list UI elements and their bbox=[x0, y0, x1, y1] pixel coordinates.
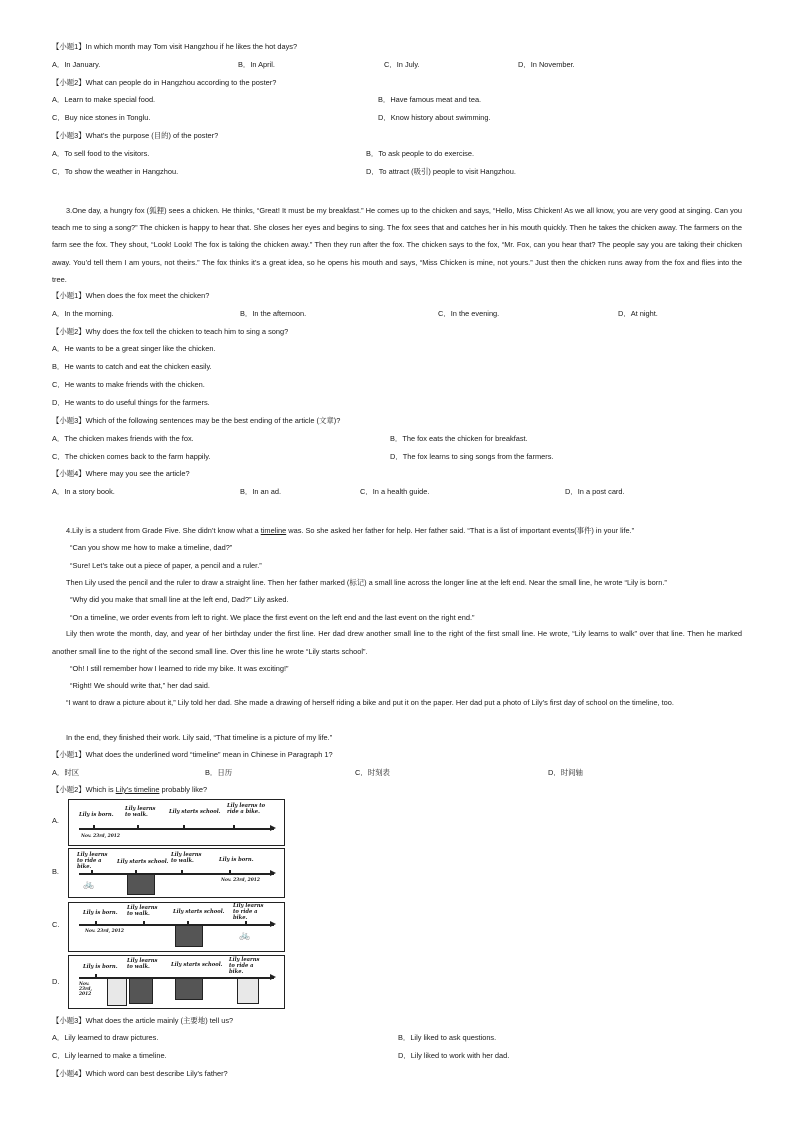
option-a[interactable]: A．He wants to be a great singer like the chicken. bbox=[52, 344, 216, 353]
option-d[interactable]: D．In November. bbox=[518, 60, 575, 69]
text: was. So she asked her father for help. Her father said. “That is a list of important events(事件) in your life.” bbox=[286, 526, 635, 535]
birth-date: Nov. 23rd, 2012 bbox=[81, 834, 120, 839]
timeline-axis bbox=[79, 828, 274, 830]
timeline-tick bbox=[183, 825, 185, 829]
timeline-tick bbox=[233, 825, 235, 829]
passage-4-para-8: “Oh! I still remember how I learned to ride my bike. It was exciting!” bbox=[70, 664, 289, 673]
school-photo-icon bbox=[127, 874, 155, 895]
option-a[interactable]: A．Learn to make special food. bbox=[52, 95, 156, 104]
timeline-tick bbox=[93, 825, 95, 829]
bike-photo-icon bbox=[237, 978, 259, 1004]
question-stem bbox=[52, 785, 207, 795]
timeline-label: Lily is born. bbox=[219, 857, 254, 863]
timeline-axis bbox=[79, 873, 274, 875]
passage-4-para-1 bbox=[66, 526, 634, 536]
timeline-tick bbox=[245, 921, 247, 925]
option-c[interactable]: C．To show the weather in Hangzhou. bbox=[52, 167, 179, 176]
school-photo-icon bbox=[175, 925, 203, 947]
option-d[interactable]: D．时间轴 bbox=[548, 768, 583, 777]
school-photo-icon bbox=[175, 978, 203, 1000]
timeline-tick bbox=[137, 825, 139, 829]
option-d[interactable]: D．The fox learns to sing songs from the farmers. bbox=[390, 452, 554, 461]
birth-date: Nov. 23rd, 2012 bbox=[85, 929, 124, 934]
passage-4-para-11: In the end, they finished their work. Lily said, “That timeline is a picture of my life.” bbox=[66, 733, 333, 742]
question-stem: 【小题4】Where may you see the article? bbox=[52, 469, 190, 478]
timeline-label: Lily learns to walk. bbox=[127, 905, 158, 917]
timeline-label: Lily learns to walk. bbox=[171, 852, 202, 864]
option-d[interactable]: D．To attract (吸引) people to visit Hangzhou. bbox=[366, 167, 516, 176]
question-stem: 【小题1】When does the fox meet the chicken? bbox=[52, 291, 210, 300]
passage-4-para-2: “Can you show me how to make a timeline, dad?” bbox=[70, 543, 233, 552]
timeline-label: Lily is born. bbox=[79, 812, 114, 818]
text: probably like? bbox=[159, 785, 208, 794]
walking-photo-icon bbox=[129, 978, 153, 1004]
option-a[interactable]: A．The chicken makes friends with the fox. bbox=[52, 434, 194, 443]
option-d[interactable]: D．He wants to do useful things for the farmers. bbox=[52, 398, 210, 407]
option-a[interactable]: A．In January. bbox=[52, 60, 101, 69]
passage-4-para-3: “Sure! Let’s take out a piece of paper, a pencil and a ruler.” bbox=[70, 561, 262, 570]
timeline-label: Lily starts school. bbox=[173, 909, 225, 915]
option-b[interactable]: B．In April. bbox=[238, 60, 275, 69]
option-d[interactable]: D．Know history about swimming. bbox=[378, 113, 491, 122]
birth-date: Nov. 23rd, 2012 bbox=[221, 878, 260, 883]
question-stem: 【小题2】Why does the fox tell the chicken to teach him to sing a song? bbox=[52, 327, 289, 336]
timeline-option-a[interactable] bbox=[68, 799, 285, 846]
timeline-option-b[interactable] bbox=[68, 848, 285, 898]
baby-photo-icon bbox=[107, 978, 127, 1006]
birth-date: Nov. 23rd, 2012 bbox=[79, 982, 93, 997]
timeline-tick bbox=[95, 921, 97, 925]
timeline-label: Lily learns to ride a bike. bbox=[77, 852, 108, 870]
option-b[interactable]: B．To ask people to do exercise. bbox=[366, 149, 475, 158]
option-a[interactable]: A．Lily learned to draw pictures. bbox=[52, 1033, 159, 1042]
timeline-label: Lily learns to walk. bbox=[125, 806, 156, 818]
timeline-tick bbox=[229, 870, 231, 874]
option-c[interactable]: C．In the evening. bbox=[438, 309, 500, 318]
option-d[interactable]: D．At night. bbox=[618, 309, 658, 318]
option-b[interactable]: B．日历 bbox=[205, 768, 233, 777]
option-b-letter[interactable]: B. bbox=[52, 867, 59, 876]
option-d[interactable]: D．In a post card. bbox=[565, 487, 625, 496]
option-c[interactable]: C．In a health guide. bbox=[360, 487, 430, 496]
option-d[interactable]: D．Lily liked to work with her dad. bbox=[398, 1051, 510, 1060]
option-b[interactable]: B．In the afternoon. bbox=[240, 309, 307, 318]
timeline-label: Lily starts school. bbox=[171, 962, 223, 968]
question-stem: 【小题3】Which of the following sentences may be the best ending of the article (文章)? bbox=[52, 416, 341, 425]
option-c[interactable]: C．In July. bbox=[384, 60, 420, 69]
option-c-letter[interactable]: C. bbox=[52, 920, 60, 929]
timeline-label: Lily starts school. bbox=[117, 859, 169, 865]
question-stem: 【小题4】Which word can best describe Lily’s father? bbox=[52, 1069, 228, 1078]
option-b[interactable]: B．He wants to catch and eat the chicken easily. bbox=[52, 362, 212, 371]
option-a[interactable]: A．To sell food to the visitors. bbox=[52, 149, 150, 158]
question-stem: 【小题2】What can people do in Hangzhou according to the poster? bbox=[52, 78, 277, 87]
bike-drawing-icon: 🚲 bbox=[239, 930, 251, 940]
option-c[interactable]: C．时刻表 bbox=[355, 768, 390, 777]
passage-4-para-5: “Why did you make that small line at the left end, Dad?” Lily asked. bbox=[70, 595, 289, 604]
option-b[interactable]: B．Lily liked to ask questions. bbox=[398, 1033, 497, 1042]
option-c[interactable]: C．Buy nice stones in Tonglu. bbox=[52, 113, 151, 122]
text: 4.Lily is a student from Grade Five. She didn’t know what a bbox=[66, 526, 261, 535]
underlined-text: Lily’s timeline bbox=[115, 785, 160, 794]
option-b[interactable]: B．In an ad. bbox=[240, 487, 282, 496]
timeline-tick bbox=[95, 974, 97, 978]
timeline-label: Lily learns to ride a bike. bbox=[229, 957, 260, 975]
timeline-label: Lily starts school. bbox=[169, 809, 221, 815]
timeline-tick bbox=[181, 870, 183, 874]
option-c[interactable]: C．Lily learned to make a timeline. bbox=[52, 1051, 167, 1060]
question-stem: 【小题3】What’s the purpose (目的) of the poster? bbox=[52, 131, 219, 140]
timeline-label: Lily learns to walk. bbox=[127, 958, 158, 970]
option-a[interactable]: A．In the morning. bbox=[52, 309, 114, 318]
option-a[interactable]: A．In a story book. bbox=[52, 487, 115, 496]
passage-4-para-7: Lily then wrote the month, day, and year of her birthday under the first line. Her dad drew another small line to the right of the first small line. He wrote, “Lily learns to walk” over that line. Then he marked another small line to the right of the second small line. Over this line he wrote “Lily starts school”. bbox=[52, 629, 742, 656]
bike-drawing-icon: 🚲 bbox=[83, 879, 95, 889]
timeline-label: Lily learns to ride a bike. bbox=[227, 803, 266, 815]
passage-4-para-6: “On a timeline, we order events from left to right. We place the first event on the left end and the last event on the right end.” bbox=[70, 613, 475, 622]
timeline-tick bbox=[143, 921, 145, 925]
text: 【小题2】Which is bbox=[52, 785, 116, 794]
passage-4-para-10: “I want to draw a picture about it,” Lily told her dad. She made a drawing of herself riding a bike and put it on the paper. Her dad put a photo of Lily’s first day of school on the timeline, too. bbox=[66, 698, 674, 707]
underlined-word-timeline: timeline bbox=[260, 526, 287, 535]
question-stem: 【小题1】What does the underlined word “timeline” mean in Chinese in Paragraph 1? bbox=[52, 750, 333, 759]
timeline-option-d[interactable] bbox=[68, 955, 285, 1009]
question-stem: 【小题3】What does the article mainly (主要地) tell us? bbox=[52, 1016, 234, 1025]
passage-3-text: 3.One day, a hungry fox (狐狸) sees a chicken. He thinks, “Great! It must be my breakfast.” He comes up to the chicken and says, “Hello, Miss Chicken! As we all know, you are very good at singing. Can you teach me to sing a song?” The chicken is happy to hear that. She closes her eyes and begins to sing. The fox sees that and catches her in his mouth quickly. Then he takes the chicken away. The farmers on the farm see the fox. They shout, “Look! Look! The fox is taking the chicken away.” Then they run after the fox. The chicken says to the fox, “Mr. Fox, can you hear that? The people say you are taking their chicken away. You’d tell them I am yours, not theirs.” The fox thinks it’s a great idea, so he opens his mouth and says, “Miss Chicken is mine, not yours.” Just then the chicken runs away from the fox and flies into the tree. bbox=[52, 206, 742, 284]
question-stem: 【小题1】In which month may Tom visit Hangzhou if he likes the hot days? bbox=[52, 42, 298, 51]
option-b[interactable]: B．The fox eats the chicken for breakfast. bbox=[390, 434, 528, 443]
passage-4-para-4: Then Lily used the pencil and the ruler to draw a straight line. Then her father marked (标记) a small line across the longer line at the left end. Near the small line, he wrote “Lily is born.” bbox=[66, 578, 667, 587]
option-a[interactable]: A．时区 bbox=[52, 768, 80, 777]
option-b[interactable]: B．Have famous meat and tea. bbox=[378, 95, 482, 104]
timeline-option-c[interactable] bbox=[68, 902, 285, 952]
timeline-label: Lily is born. bbox=[83, 910, 118, 916]
option-c[interactable]: C．The chicken comes back to the farm happily. bbox=[52, 452, 211, 461]
option-c[interactable]: C．He wants to make friends with the chicken. bbox=[52, 380, 205, 389]
timeline-label: Lily learns to ride a bike. bbox=[233, 903, 264, 921]
option-a-letter[interactable]: A. bbox=[52, 816, 59, 825]
option-d-letter[interactable]: D. bbox=[52, 977, 60, 986]
timeline-label: Lily is born. bbox=[83, 964, 118, 970]
passage-4-para-9: “Right! We should write that,” her dad said. bbox=[70, 681, 210, 690]
timeline-tick bbox=[91, 870, 93, 874]
